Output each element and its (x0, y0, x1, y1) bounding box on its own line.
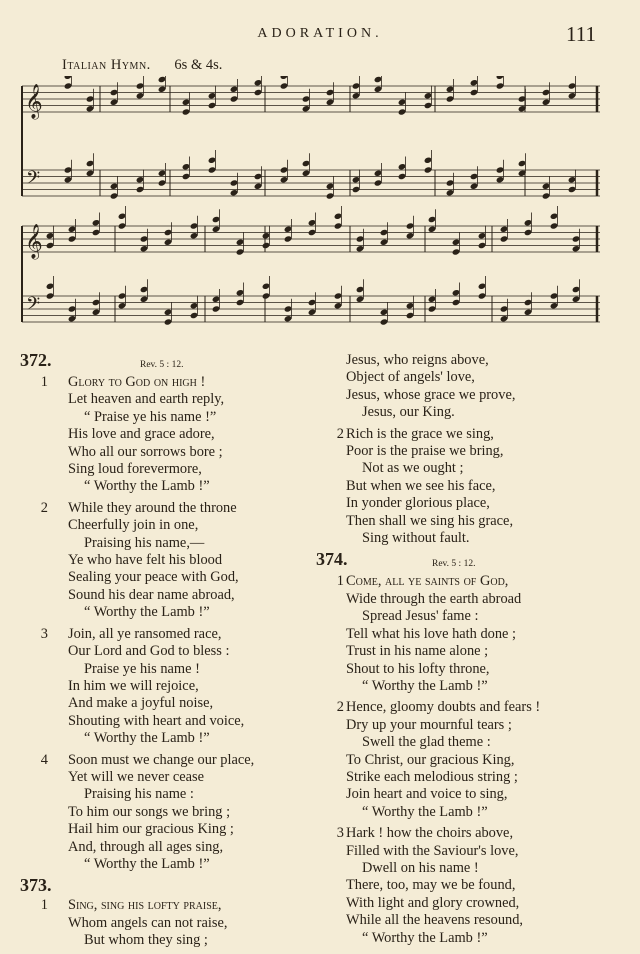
running-title: ADORATION. (257, 26, 383, 41)
note-head (496, 176, 505, 183)
note-head (284, 226, 293, 233)
verse-line: Object of angels' love, (346, 369, 475, 386)
note-head (428, 216, 437, 223)
verse-line: Join, all ye ransomed race, (68, 625, 222, 642)
verse-line: Hail him our gracious King ; (68, 821, 234, 838)
verse-line: In yonder glorious place, (346, 495, 490, 512)
verse-line: Sealing your peace with God, (68, 569, 239, 586)
note-head (262, 242, 271, 249)
note-head (262, 232, 271, 239)
verse-line: Glory to God on high ! (68, 374, 206, 390)
page-header (0, 24, 640, 48)
note-head (236, 239, 245, 246)
note-head (424, 166, 433, 173)
verse-line: Spread Jesus' fame : (362, 608, 479, 625)
note-head (524, 229, 533, 236)
note-head (542, 99, 551, 106)
note-head (190, 312, 199, 319)
note-head (308, 219, 317, 226)
note-head (262, 292, 271, 299)
verse (20, 626, 320, 748)
note-head (406, 222, 415, 229)
note-head (254, 79, 263, 86)
note-head (568, 82, 577, 89)
verse-line: Sound his dear name abroad, (68, 586, 235, 603)
page-number: 111 (566, 22, 596, 46)
note-head (182, 173, 191, 180)
verse-line: Hark ! how the choirs above, (346, 825, 514, 842)
note-head (428, 305, 437, 312)
note-head (182, 99, 191, 106)
hymn-number: 373. (20, 875, 52, 896)
note-head (380, 229, 389, 236)
note-head (334, 222, 343, 229)
verse-line: Not as we ought ; (362, 460, 464, 477)
verse-line: “ Worthy the Lamb !” (84, 604, 210, 621)
note-head (568, 92, 577, 99)
note-head (140, 235, 149, 242)
note-head (68, 305, 77, 312)
note-head (352, 186, 361, 193)
note-head (262, 283, 271, 290)
note-head (308, 299, 317, 306)
note-head (230, 95, 239, 102)
verse (316, 699, 626, 821)
note-head (398, 108, 407, 115)
note-head (208, 92, 217, 99)
note-head (158, 170, 167, 177)
verse-number: 1 (40, 897, 48, 914)
verse-number: 4 (40, 751, 48, 768)
note-head (572, 296, 581, 303)
note-head (406, 232, 415, 239)
note-head (356, 245, 365, 252)
verse-line: Praising his name,— (84, 534, 205, 551)
note-head (280, 166, 289, 173)
note-head (280, 76, 289, 80)
hymn-373 (20, 877, 320, 949)
verse (316, 573, 626, 695)
note-head (182, 108, 191, 115)
verse-line: To him our songs we bring ; (68, 803, 231, 820)
note-head (478, 242, 487, 249)
note-head (452, 289, 461, 296)
hymn-heading (20, 352, 320, 374)
note-head (326, 192, 335, 199)
verse-line: Sing without fault. (362, 530, 470, 547)
note-head (424, 102, 433, 109)
verse-line: But whom they sing ; (84, 932, 208, 949)
note-head (568, 176, 577, 183)
note-head (352, 92, 361, 99)
verse-continuation (316, 352, 626, 422)
note-head (136, 176, 145, 183)
note-head (92, 299, 101, 306)
note-head (280, 82, 289, 89)
note-head (158, 179, 167, 186)
verse-line: Tell what his love hath done ; (346, 625, 517, 642)
verse-line: “ Worthy the Lamb !” (362, 929, 488, 946)
note-head (550, 302, 559, 309)
note-head (398, 99, 407, 106)
note-head (110, 183, 119, 190)
verse-line: “ Worthy the Lamb !” (84, 730, 210, 747)
note-head (478, 232, 487, 239)
note-head (550, 292, 559, 299)
verse-line: Cheerfully join in one, (68, 517, 199, 534)
note-head (190, 302, 199, 309)
note-head (374, 76, 383, 83)
note-head (86, 170, 95, 177)
verse-line: With light and glory crowned, (346, 894, 520, 911)
verse-line: Ye who have felt his blood (68, 552, 223, 569)
note-head (212, 226, 221, 233)
verse-number: 3 (336, 825, 344, 842)
note-head (542, 89, 551, 96)
note-head (572, 235, 581, 242)
note-head (68, 235, 77, 242)
note-head (470, 183, 479, 190)
verse-number: 2 (40, 499, 48, 516)
hymn-heading (20, 877, 320, 897)
verse-line: Come, all ye saints of God, (346, 573, 509, 590)
note-head (164, 309, 173, 316)
note-head (236, 289, 245, 296)
tune-name: Italian Hymn. (62, 57, 151, 73)
verse-line: “ Praise ye his name !” (84, 408, 217, 425)
note-head (334, 292, 343, 299)
note-head (326, 183, 335, 190)
note-head (374, 179, 383, 186)
note-head (254, 89, 263, 96)
note-head (572, 245, 581, 252)
note-head (374, 86, 383, 93)
note-head (424, 157, 433, 164)
verse-line: Praising his name : (84, 786, 194, 803)
left-column (20, 352, 320, 954)
verse-line: Sing, sing his lofty praise, (68, 897, 222, 914)
note-head (86, 160, 95, 167)
note-head (374, 170, 383, 177)
note-head (46, 242, 55, 249)
note-head (190, 222, 199, 229)
note-head (326, 99, 335, 106)
note-head (398, 173, 407, 180)
note-head (230, 86, 239, 93)
note-head (380, 309, 389, 316)
note-head (230, 179, 239, 186)
note-head (140, 245, 149, 252)
note-head (572, 286, 581, 293)
note-head (284, 315, 293, 322)
note-head (118, 292, 127, 299)
verse-line: Join heart and voice to sing, (346, 786, 508, 803)
note-head (500, 305, 509, 312)
note-head (452, 239, 461, 246)
note-head (308, 229, 317, 236)
verse-line: Trust in his name alone ; (346, 643, 489, 660)
verse-line: Whom angels can not raise, (68, 914, 228, 931)
verse-line: Our Lord and God to bless : (68, 643, 230, 660)
note-head (542, 183, 551, 190)
note-head (212, 305, 221, 312)
note-head (208, 166, 217, 173)
note-head (64, 166, 73, 173)
note-head (110, 192, 119, 199)
verse-line: Jesus, our King. (362, 404, 455, 421)
verse-line: Jesus, who reigns above, (346, 352, 489, 368)
note-head (46, 283, 55, 290)
note-head (136, 186, 145, 193)
verse (20, 752, 320, 874)
verse-line: “ Worthy the Lamb !” (84, 478, 210, 495)
note-head (212, 216, 221, 223)
note-head (568, 186, 577, 193)
verse-line: His love and grace adore, (68, 426, 215, 443)
note-head (236, 299, 245, 306)
note-head (254, 173, 263, 180)
note-head (136, 82, 145, 89)
note-head (406, 302, 415, 309)
verse-line: While all the heavens resound, (346, 912, 524, 929)
note-head (496, 76, 505, 80)
verse (316, 426, 626, 548)
note-head (356, 286, 365, 293)
verse-number: 2 (336, 425, 344, 442)
tune-heading (62, 57, 222, 74)
verse (20, 897, 320, 949)
note-head (550, 213, 559, 220)
note-head (356, 235, 365, 242)
note-head (446, 86, 455, 93)
note-head (164, 229, 173, 236)
note-head (424, 92, 433, 99)
note-head (500, 226, 509, 233)
note-head (302, 170, 311, 177)
note-head (92, 219, 101, 226)
verse-line: And, through all ages sing, (68, 838, 224, 855)
note-head (352, 176, 361, 183)
verse-line: Dwell on his name ! (362, 859, 479, 876)
note-head (158, 76, 167, 83)
note-head (236, 248, 245, 255)
note-head (308, 309, 317, 316)
hymn-374 (316, 551, 626, 947)
note-head (110, 89, 119, 96)
note-head (68, 315, 77, 322)
note-head (208, 102, 217, 109)
note-head (452, 248, 461, 255)
verse (316, 825, 626, 947)
hymn-number: 374. (316, 549, 348, 570)
verse-line: Praise ye his name ! (84, 660, 200, 677)
verse (20, 500, 320, 622)
verse-line: Filled with the Saviour's love, (346, 842, 519, 859)
scripture-reference: Rev. 5 : 12. (140, 360, 184, 370)
note-head (118, 222, 127, 229)
verse-line: Then shall we sing his grace, (346, 512, 514, 529)
note-head (446, 179, 455, 186)
bass-clef-icon: 𝄢 (26, 294, 41, 319)
verse-line: Let heaven and earth reply, (68, 391, 225, 408)
note-head (452, 299, 461, 306)
verse-line: “ Worthy the Lamb !” (362, 677, 488, 694)
note-head (326, 89, 335, 96)
note-head (118, 213, 127, 220)
note-head (182, 163, 191, 170)
verse-number: 3 (40, 625, 48, 642)
note-head (158, 86, 167, 93)
note-head (550, 222, 559, 229)
verse-line: In him we will rejoice, (68, 677, 199, 694)
note-head (280, 176, 289, 183)
note-head (380, 239, 389, 246)
verse-number: 1 (40, 374, 48, 390)
note-head (86, 95, 95, 102)
tune-meter: 6s & 4s. (174, 57, 223, 73)
note-head (302, 105, 311, 112)
note-head (470, 79, 479, 86)
verse-line: Strike each melodious string ; (346, 768, 518, 785)
note-head (46, 232, 55, 239)
note-head (334, 302, 343, 309)
note-head (496, 166, 505, 173)
treble-clef-icon: 𝄞 (25, 84, 43, 119)
note-head (524, 309, 533, 316)
note-head (406, 312, 415, 319)
note-head (500, 235, 509, 242)
note-head (352, 82, 361, 89)
note-head (478, 292, 487, 299)
note-head (428, 226, 437, 233)
note-head (524, 299, 533, 306)
note-head (542, 192, 551, 199)
note-head (284, 235, 293, 242)
verse-line: Rich is the grace we sing, (346, 425, 494, 442)
note-head (212, 296, 221, 303)
note-head (518, 160, 527, 167)
verse-line: Shout to his lofty throne, (346, 660, 490, 677)
verse-line: Hence, gloomy doubts and fears ! (346, 699, 541, 716)
note-head (230, 189, 239, 196)
note-head (92, 229, 101, 236)
verse-line: “ Worthy the Lamb !” (362, 803, 488, 820)
hymn-372 (20, 352, 320, 873)
note-head (46, 292, 55, 299)
note-head (140, 286, 149, 293)
note-head (64, 176, 73, 183)
note-head (118, 302, 127, 309)
note-head (470, 173, 479, 180)
note-head (334, 213, 343, 220)
note-head (496, 82, 505, 89)
verse (20, 374, 320, 496)
note-head (284, 305, 293, 312)
treble-clef-icon: 𝄞 (25, 224, 43, 259)
note-head (478, 283, 487, 290)
note-head (140, 296, 149, 303)
hymn-heading (316, 551, 626, 573)
note-head (190, 232, 199, 239)
note-head (86, 105, 95, 112)
note-head (470, 89, 479, 96)
note-head (68, 226, 77, 233)
note-head (136, 92, 145, 99)
verse-line: Poor is the praise we bring, (346, 443, 504, 460)
verse-number: 1 (336, 573, 344, 590)
note-head (356, 296, 365, 303)
verse-line: Soon must we change our place, (68, 751, 255, 768)
verse-line: While they around the throne (68, 499, 237, 516)
note-head (164, 318, 173, 325)
note-head (446, 95, 455, 102)
verse-line: There, too, may we be found, (346, 877, 516, 894)
verse-line: Sing loud forevermore, (68, 461, 202, 478)
bass-clef-icon: 𝄢 (26, 168, 41, 193)
note-head (64, 76, 73, 80)
note-head (524, 219, 533, 226)
verse-line: Who all our sorrows bore ; (68, 443, 223, 460)
verse-line: Dry up your mournful tears ; (346, 716, 512, 733)
hymn-number: 372. (20, 350, 52, 370)
note-head (92, 309, 101, 316)
note-head (254, 183, 263, 190)
verse-line: But when we see his face, (346, 477, 496, 494)
verse-line: “ Worthy the Lamb !” (84, 855, 210, 872)
verse-line: Shouting with heart and voice, (68, 712, 245, 729)
verse-line: Wide through the earth abroad (346, 590, 522, 607)
music-score (20, 76, 604, 362)
scripture-reference: Rev. 5 : 12. (432, 559, 476, 570)
note-head (164, 239, 173, 246)
note-head (446, 189, 455, 196)
note-head (110, 99, 119, 106)
note-head (398, 163, 407, 170)
verse-line: Jesus, whose grace we prove, (346, 386, 516, 403)
verse-line: To Christ, our gracious King, (346, 751, 515, 768)
verse-number: 2 (336, 699, 344, 716)
note-head (500, 315, 509, 322)
verse-line: Swell the glad theme : (362, 734, 491, 751)
note-head (302, 95, 311, 102)
verse-line: And make a joyful noise, (68, 695, 214, 712)
note-head (302, 160, 311, 167)
right-column (316, 352, 626, 951)
note-head (428, 296, 437, 303)
note-head (208, 157, 217, 164)
note-head (64, 82, 73, 89)
verse-line: Yet will we never cease (68, 768, 205, 785)
note-head (380, 318, 389, 325)
